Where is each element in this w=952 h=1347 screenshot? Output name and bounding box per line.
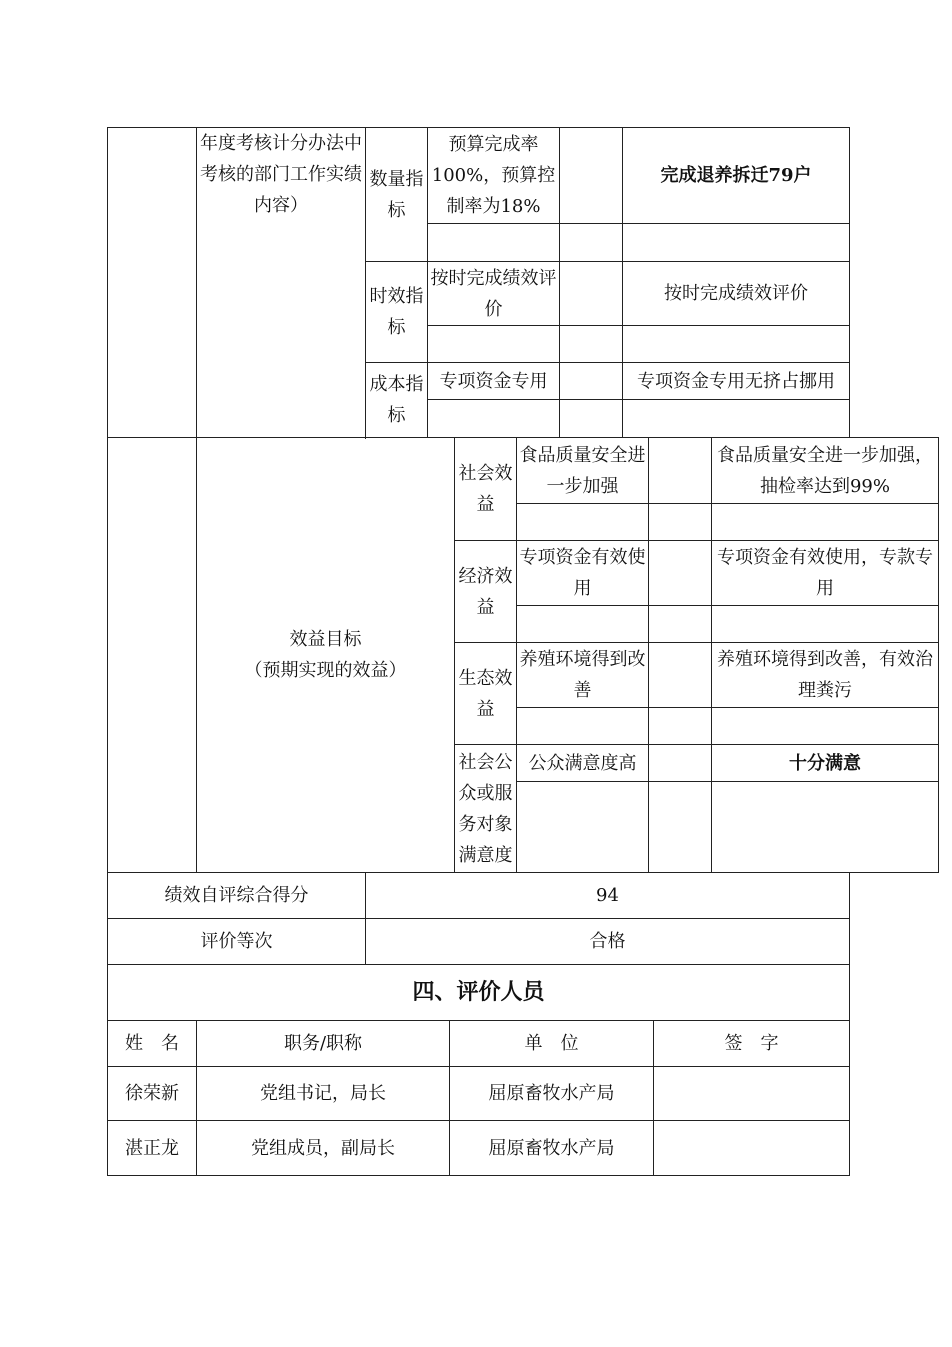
header-name: 姓 名 (108, 1021, 197, 1067)
quantity-actual: 完成退养拆迁79户 (623, 128, 850, 224)
blank-cell (623, 400, 850, 438)
evaluators-heading: 四、评价人员 (108, 965, 850, 1021)
economic-benefit-target: 专项资金有效使用 (517, 541, 649, 606)
blank-cell (712, 606, 939, 643)
output-category-label: 年度考核计分办法中考核的部门工作实绩内容） (197, 128, 366, 438)
timeliness-actual: 按时完成绩效评价 (623, 262, 850, 326)
blank-cell (712, 782, 939, 873)
blank-cell (712, 504, 939, 541)
economic-benefit-label: 经济效益 (455, 541, 517, 643)
economic-benefit-actual: 专项资金有效使用，专款专用 (712, 541, 939, 606)
blank-cell (560, 400, 623, 438)
satisfaction-target: 公众满意度高 (517, 745, 649, 782)
blank-cell (649, 438, 712, 504)
benefit-category-label: 效益目标 (289, 629, 362, 650)
blank-cell (649, 782, 712, 873)
header-signature: 签 字 (654, 1021, 850, 1067)
grade-label: 评价等次 (108, 919, 366, 965)
table-row (108, 1121, 850, 1176)
table-row (108, 1067, 850, 1121)
quantity-target: 预算完成率100%，预算控制率为18% (428, 128, 560, 224)
cost-actual: 专项资金专用无挤占挪用 (623, 363, 850, 400)
evaluators-table (107, 964, 850, 1176)
ecological-benefit-actual: 养殖环境得到改善，有效治理粪污 (712, 643, 939, 708)
cost-target: 专项资金专用 (428, 363, 560, 400)
blank-cell (560, 262, 623, 326)
blank-cell (428, 326, 560, 363)
blank-cell (560, 224, 623, 262)
satisfaction-label: 社会公众或服务对象满意度 (455, 745, 517, 873)
evaluator-name: 湛正龙 (108, 1121, 197, 1176)
evaluator-unit: 屈原畜牧水产局 (450, 1067, 654, 1121)
blank-cell (712, 708, 939, 745)
blank-cell (623, 326, 850, 363)
quantity-indicator-label: 数量指标 (366, 128, 428, 262)
blank-cell (623, 224, 850, 262)
evaluator-signature (654, 1121, 850, 1176)
blank-cell (649, 745, 712, 782)
score-label: 绩效自评综合得分 (108, 873, 366, 919)
social-benefit-target: 食品质量安全进一步加强 (517, 438, 649, 504)
blank-cell (517, 782, 649, 873)
social-benefit-label: 社会效益 (455, 438, 517, 541)
indicator-table (107, 127, 850, 438)
blank-cell (517, 708, 649, 745)
blank-cell (649, 504, 712, 541)
evaluator-title: 党组成员，副局长 (197, 1121, 450, 1176)
benefit-table (107, 437, 939, 873)
blank-cell (560, 363, 623, 400)
blank-cell (649, 643, 712, 708)
header-title: 职务/职称 (197, 1021, 450, 1067)
blank-cell (560, 128, 623, 224)
blank-cell (428, 224, 560, 262)
evaluator-signature (654, 1067, 850, 1121)
cost-indicator-label: 成本指标 (366, 363, 428, 438)
blank-cell (517, 606, 649, 643)
benefit-category-note: （预期实现的效益） (244, 660, 407, 681)
timeliness-indicator-label: 时效指标 (366, 262, 428, 363)
outer-category-cell-lower (108, 438, 197, 873)
summary-table (107, 872, 850, 965)
blank-cell (517, 504, 649, 541)
blank-cell (649, 541, 712, 606)
evaluator-unit: 屈原畜牧水产局 (450, 1121, 654, 1176)
timeliness-target: 按时完成绩效评价 (428, 262, 560, 326)
outer-category-cell (108, 128, 197, 438)
grade-value: 合格 (366, 919, 850, 965)
blank-cell (560, 326, 623, 363)
benefit-category-cell (197, 438, 455, 873)
evaluator-title: 党组书记，局长 (197, 1067, 450, 1121)
ecological-benefit-target: 养殖环境得到改善 (517, 643, 649, 708)
blank-cell (649, 708, 712, 745)
blank-cell (649, 606, 712, 643)
blank-cell (428, 400, 560, 438)
evaluator-name: 徐荣新 (108, 1067, 197, 1121)
satisfaction-actual: 十分满意 (712, 745, 939, 782)
header-unit: 单 位 (450, 1021, 654, 1067)
social-benefit-actual: 食品质量安全进一步加强，抽检率达到99% (712, 438, 939, 504)
ecological-benefit-label: 生态效益 (455, 643, 517, 745)
score-value: 94 (366, 873, 850, 919)
